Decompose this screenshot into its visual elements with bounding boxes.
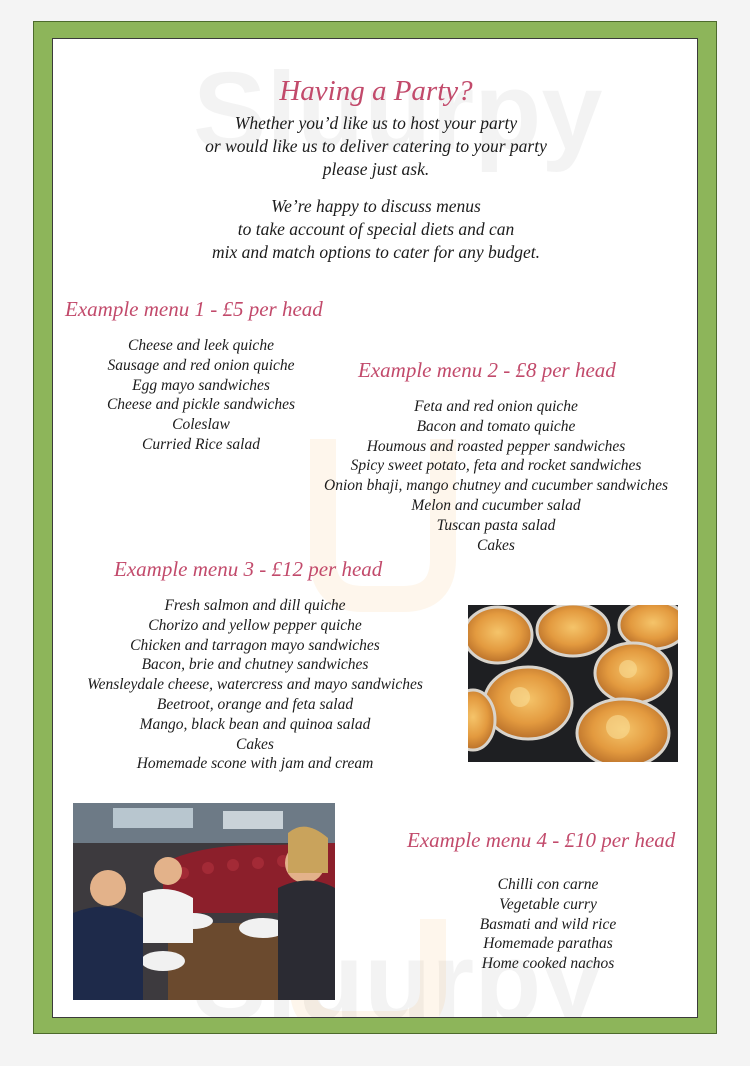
menu-2-items	[301, 397, 691, 555]
party-guests-photo	[73, 803, 335, 1000]
intro-line: or would like us to deliver catering to your party	[205, 136, 547, 156]
menu-item: Cheese and pickle sandwiches	[106, 396, 296, 414]
menu-item: Mango, black bean and quinoa salad	[139, 715, 371, 733]
menu-item: Spicy sweet potato, feta and rocket sandwiches	[350, 457, 642, 475]
menu-item: Tuscan pasta salad	[436, 516, 556, 534]
menu-item: Melon and cucumber salad	[411, 496, 581, 514]
intro-line: Whether you’d like us to host your party	[234, 113, 518, 133]
menu-item: Cakes	[477, 536, 515, 554]
menu-item: Cakes	[236, 735, 274, 753]
intro-line: to take account of special diets and can	[237, 219, 515, 239]
intro-text-2	[53, 195, 698, 264]
menu-item: Bacon, brie and chutney sandwiches	[141, 656, 369, 674]
menu-item: Vegetable curry	[499, 895, 597, 913]
menu-item: Curried Rice salad	[142, 435, 260, 453]
menu-item: Onion bhaji, mango chutney and cucumber sandwiches	[324, 477, 668, 495]
intro-line: mix and match options to cater for any budget.	[211, 242, 541, 262]
intro-line: We’re happy to discuss menus	[271, 196, 481, 216]
menu-1-items	[91, 336, 311, 455]
menu-item: Chicken and tarragon mayo sandwiches	[130, 636, 380, 654]
menu-item: Coleslaw	[172, 416, 230, 434]
menu-4-items	[448, 875, 648, 974]
menu-item: Fresh salmon and dill quiche	[164, 597, 346, 614]
menu-item: Cheese and leek quiche	[128, 337, 274, 354]
menu-poster-frame	[33, 21, 717, 1034]
menu-item: Feta and red onion quiche	[414, 398, 578, 415]
intro-line: please just ask.	[322, 159, 430, 179]
menu-item: Basmati and wild rice	[479, 915, 617, 933]
menu-item: Beetroot, orange and feta salad	[156, 695, 354, 713]
menu-3-items	[65, 596, 445, 774]
menu-item: Homemade scone with jam and cream	[136, 755, 374, 773]
page-title: Having a Party?	[279, 75, 473, 107]
menu-item: Chilli con carne	[497, 876, 599, 893]
menu-1-heading: Example menu 1 - £5 per head	[65, 297, 323, 321]
menu-2-heading: Example menu 2 - £8 per head	[358, 358, 616, 382]
menu-4-heading: Example menu 4 - £10 per head	[407, 828, 676, 852]
menu-item: Homemade parathas	[483, 935, 613, 953]
quiche-photo	[468, 605, 678, 762]
menu-item: Chorizo and yellow pepper quiche	[148, 616, 362, 634]
menu-item: Wensleydale cheese, watercress and mayo sandwiches	[87, 676, 423, 694]
menu-item: Bacon and tomato quiche	[416, 417, 576, 435]
menu-poster-panel	[52, 38, 698, 1018]
intro-text	[53, 112, 698, 181]
menu-item: Egg mayo sandwiches	[132, 376, 270, 394]
menu-item: Houmous and roasted pepper sandwiches	[366, 437, 626, 455]
menu-3-heading: Example menu 3 - £12 per head	[114, 557, 383, 581]
menu-item: Home cooked nachos	[481, 955, 615, 973]
menu-item: Sausage and red onion quiche	[107, 356, 295, 374]
